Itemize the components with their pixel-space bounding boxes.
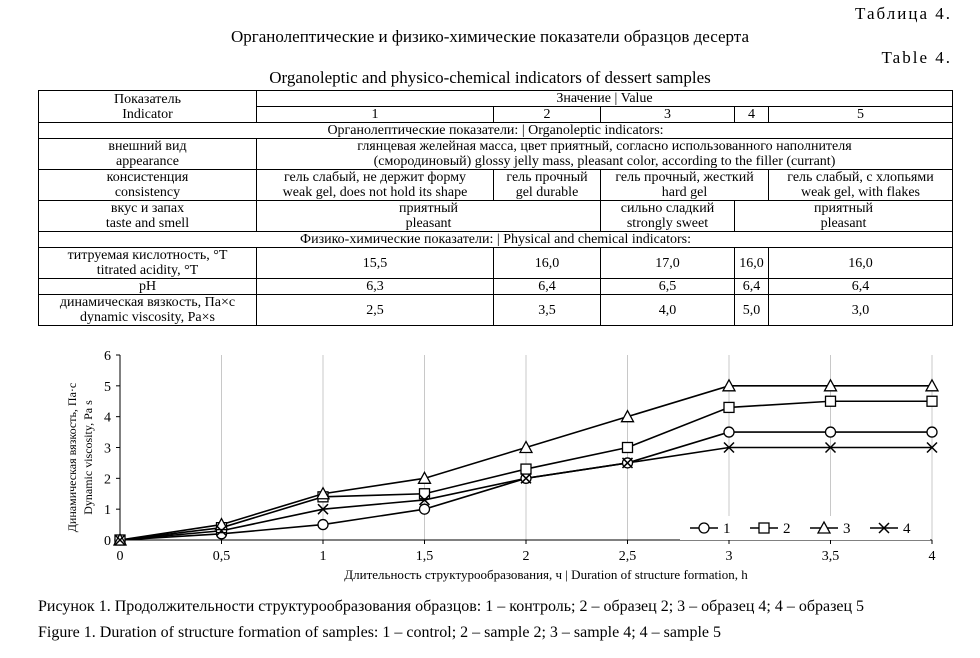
- y-tick-label: 6: [104, 349, 111, 364]
- indicators-table: [38, 90, 953, 326]
- table-label-ru: Таблица 4.: [855, 4, 952, 23]
- x-tick-label: 1: [319, 549, 327, 564]
- section-row-physchem: Физико-химические показатели: | Physical and chemical indicators:: [39, 232, 953, 248]
- y-tick-label: 0: [104, 534, 111, 549]
- table-cell: 6,4: [494, 279, 601, 295]
- table-cell: 5,0: [735, 295, 769, 326]
- row-label: консистенция consistency: [39, 170, 257, 201]
- y-tick-label: 1: [104, 503, 111, 519]
- appearance-value: глянцевая желейная масса, цвет приятный, согласно использованного наполнителя (смородиновый) glossy jelly mass, pleasant color, according to the filler (currant): [257, 139, 953, 170]
- table-cell: 2,5: [257, 295, 494, 326]
- section-row-organoleptic: Органолептические показатели: | Organoleptic indicators:: [39, 123, 953, 139]
- row-label: динамическая вязкость, Па×с dynamic viscosity, Pa×s: [39, 295, 257, 326]
- data-point-series-1: [318, 520, 328, 530]
- column-number: 3: [601, 107, 735, 123]
- table-cell: гель слабый, с хлопьями weak gel, with flakes: [769, 170, 953, 201]
- table-cell: 16,0: [494, 248, 601, 279]
- x-axis-label: Длительность структурообразования, ч | Duration of structure formation, h: [344, 567, 748, 582]
- row-label: вкус и запах taste and smell: [39, 201, 257, 232]
- row-acidity: [39, 248, 953, 279]
- column-number: 5: [769, 107, 953, 123]
- x-tick-label: 0: [116, 549, 124, 564]
- table-cell: 6,4: [769, 279, 953, 295]
- y-tick-label: 5: [104, 379, 111, 395]
- legend-marker-1: [699, 523, 709, 533]
- figure-caption-ru: Рисунок 1. Продолжительности структурообразования образцов: 1 – контроль; 2 – образец 2; 3 – образец 4; 4 – образец 5: [38, 598, 865, 615]
- table-header-row: [39, 91, 953, 107]
- table-cell: 3,5: [494, 295, 601, 326]
- data-point-series-1: [826, 427, 836, 437]
- table-cell: 6,5: [601, 279, 735, 295]
- table-cell: приятный pleasant: [257, 201, 601, 232]
- table-cell: 6,3: [257, 279, 494, 295]
- legend-label-3: 3: [843, 521, 851, 537]
- data-point-series-2: [521, 464, 531, 474]
- data-point-series-1: [927, 427, 937, 437]
- table-title-en: Organoleptic and physico-chemical indicators of dessert samples: [269, 68, 711, 87]
- data-point-series-2: [623, 443, 633, 453]
- y-tick-label: 4: [104, 410, 111, 426]
- legend-marker-2: [759, 523, 769, 533]
- x-tick-label: 2,5: [618, 549, 637, 564]
- row-appearance: [39, 139, 953, 170]
- table-label-en: Table 4.: [881, 48, 952, 67]
- legend-label-1: 1: [723, 521, 731, 537]
- row-label: внешний вид appearance: [39, 139, 257, 170]
- figure-caption-en: Figure 1. Duration of structure formation of samples: 1 – control; 2 – sample 2; 3 – sample 4; 4 – sample 5: [38, 624, 721, 641]
- table-cell: сильно сладкий strongly sweet: [601, 201, 735, 232]
- table-cell: гель прочный gel durable: [494, 170, 601, 201]
- table-cell: приятный pleasant: [735, 201, 953, 232]
- y-axis-label-ru: Динамическая вязкость, Па·с: [65, 382, 79, 533]
- table-cell: 16,0: [769, 248, 953, 279]
- table-title-ru: Органолептические и физико-химические показатели образцов десерта: [231, 27, 749, 46]
- table-cell: гель слабый, не держит форму weak gel, does not hold its shape: [257, 170, 494, 201]
- column-number: 4: [735, 107, 769, 123]
- data-point-series-2: [826, 396, 836, 406]
- table-cell: 4,0: [601, 295, 735, 326]
- column-number: 1: [257, 107, 494, 123]
- row-viscosity: [39, 295, 953, 326]
- value-header: Значение | Value: [257, 91, 953, 107]
- row-ph: [39, 279, 953, 295]
- y-axis-label-en: Dynamic viscosity, Pa s: [81, 400, 95, 515]
- legend-label-4: 4: [903, 521, 911, 537]
- data-point-series-1: [420, 504, 430, 514]
- row-label: титруемая кислотность, °T titrated acidity, °T: [39, 248, 257, 279]
- legend-label-2: 2: [783, 521, 791, 537]
- x-tick-label: 3: [725, 549, 733, 564]
- viscosity-chart: [0, 340, 980, 590]
- table-cell: 17,0: [601, 248, 735, 279]
- x-tick-label: 3,5: [821, 549, 840, 564]
- data-point-series-2: [927, 396, 937, 406]
- x-tick-label: 2: [522, 549, 530, 564]
- data-point-series-1: [724, 427, 734, 437]
- table-cell: 16,0: [735, 248, 769, 279]
- table-cell: 3,0: [769, 295, 953, 326]
- column-number: 2: [494, 107, 601, 123]
- table-cell: 15,5: [257, 248, 494, 279]
- row-taste: [39, 201, 953, 232]
- table-cell: 6,4: [735, 279, 769, 295]
- row-label: pH: [39, 279, 257, 295]
- x-tick-label: 4: [928, 549, 936, 564]
- data-point-series-2: [724, 402, 734, 412]
- row-consistency: [39, 170, 953, 201]
- y-tick-label: 2: [104, 472, 111, 488]
- x-tick-label: 0,5: [212, 549, 231, 564]
- table-cell: гель прочный, жесткий hard gel: [601, 170, 769, 201]
- indicator-header: Показатель Indicator: [39, 91, 257, 123]
- y-tick-label: 3: [104, 441, 111, 457]
- x-tick-label: 1,5: [415, 549, 434, 564]
